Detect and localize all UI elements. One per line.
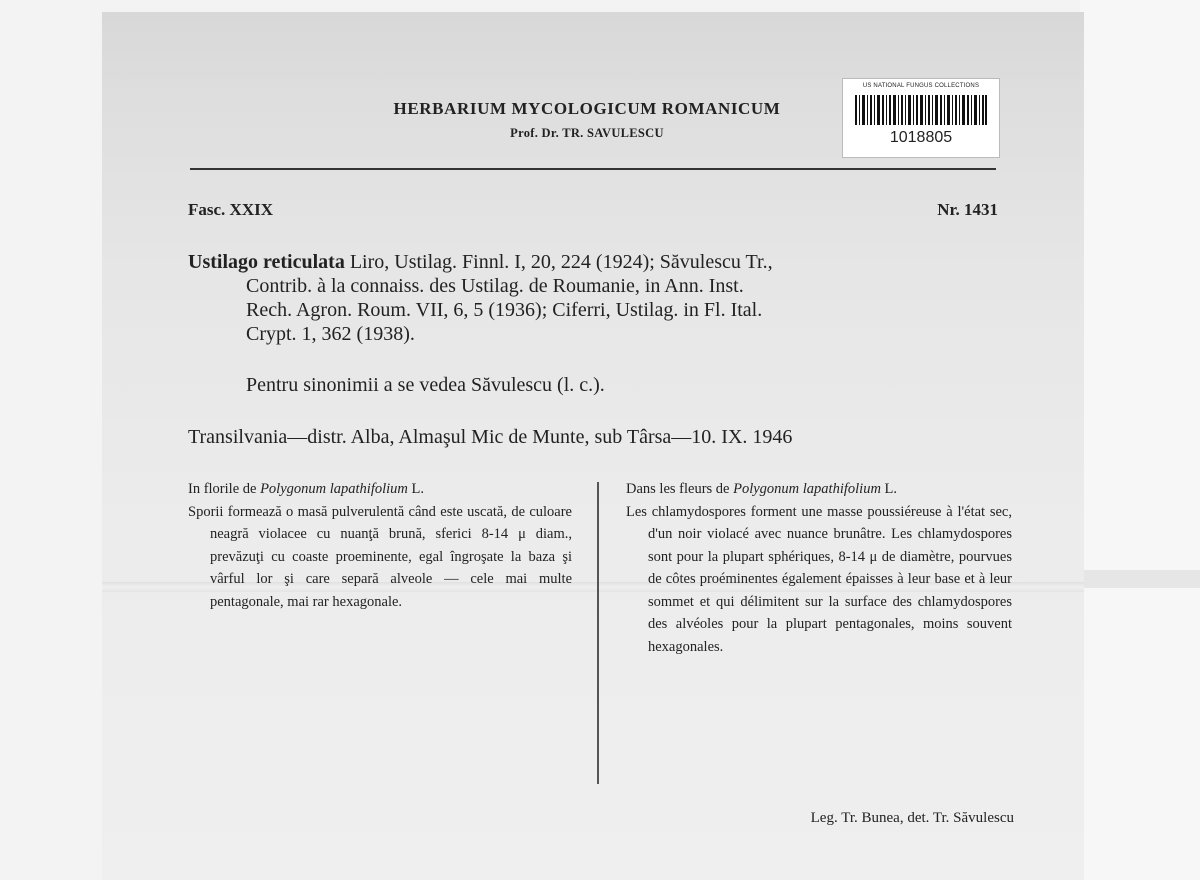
herbarium-label-sheet (102, 12, 1084, 880)
herbarium-title: HERBARIUM MYCOLOGICUM ROMANICUM (393, 99, 781, 118)
species-name: Ustilago reticulata (188, 251, 345, 273)
herbarium-subtitle: Prof. Dr. TR. SAVULESCU (510, 126, 664, 140)
french-host-name: Polygonum lapathifolium (733, 481, 881, 497)
specimen-number: Nr. 1431 (937, 200, 998, 219)
citation-line-3: Rech. Agron. Roum. VII, 6, 5 (1936); Ciferri, Ustilag. in Fl. Ital. (246, 299, 763, 321)
barcode-icon (855, 95, 987, 125)
romanian-host-suffix: L. (407, 481, 424, 497)
french-host-suffix: L. (880, 481, 898, 497)
synonymy-note: Pentru sinonimii a se vedea Săvulescu (l. c.). (246, 374, 605, 396)
french-spore-text: Les chlamydospores forment une masse poussiéreuse à l'état sec, d'un noir violacé avec nuance brunâtre. Les chlamydospores sont pour la plupart sphériques, 8-14 μ de diamètre, pourvues de côtes proéminentes également épaisses à leur base et à leur sommet et qui délimitent sur la surface des chlamydospores des alvéoles pour la plupart pentagonales, moins souvent hexagonales. (626, 503, 1012, 655)
citation-authority: Liro, Ustilag. Finnl. I, 20, 224 (1924); Săvulescu Tr., (344, 251, 773, 273)
romanian-host-name: Polygonum lapathifolium (260, 481, 408, 497)
french-host (626, 478, 1012, 501)
background-paper (1080, 0, 1200, 880)
collection-locality: Transilvania—distr. Alba, Almaşul Mic de Munte, sub Târsa—10. IX. 1946 (188, 426, 793, 448)
barcode-label (842, 78, 1000, 158)
citation-line-4: Crypt. 1, 362 (1938). (246, 323, 415, 345)
background-shadow (1080, 570, 1200, 588)
french-description (626, 478, 1012, 658)
fascicle-number: Fasc. XXIX (188, 200, 273, 219)
romanian-spore-text: Sporii formează o masă pulverulentă când este uscată, de culoare neagră violacee cu nuanţă brună, sferici 8-14 μ diam., prevăzuţi cu coaste proeminente, egal îngroşate la baza şi vârful lor şi care separă alveole — cele mai multe pentagonale, mai rar hexagonale. (188, 503, 572, 610)
romanian-description (188, 478, 572, 613)
romanian-host (188, 478, 572, 501)
taxon-citation (188, 250, 1008, 346)
barcode-caption: US NATIONAL FUNGUS COLLECTIONS (862, 83, 980, 89)
header-rule (190, 168, 996, 170)
romanian-host-prefix: In florile de (188, 481, 261, 497)
column-divider (597, 482, 599, 784)
french-host-prefix: Dans les fleurs de (626, 481, 734, 497)
barcode-number: 1018805 (889, 129, 953, 146)
citation-line-1 (188, 250, 1008, 274)
collector-determiner: Leg. Tr. Bunea, det. Tr. Săvulescu (810, 810, 1014, 826)
citation-line-2: Contrib. à la connaiss. des Ustilag. de Roumanie, in Ann. Inst. (246, 275, 744, 297)
